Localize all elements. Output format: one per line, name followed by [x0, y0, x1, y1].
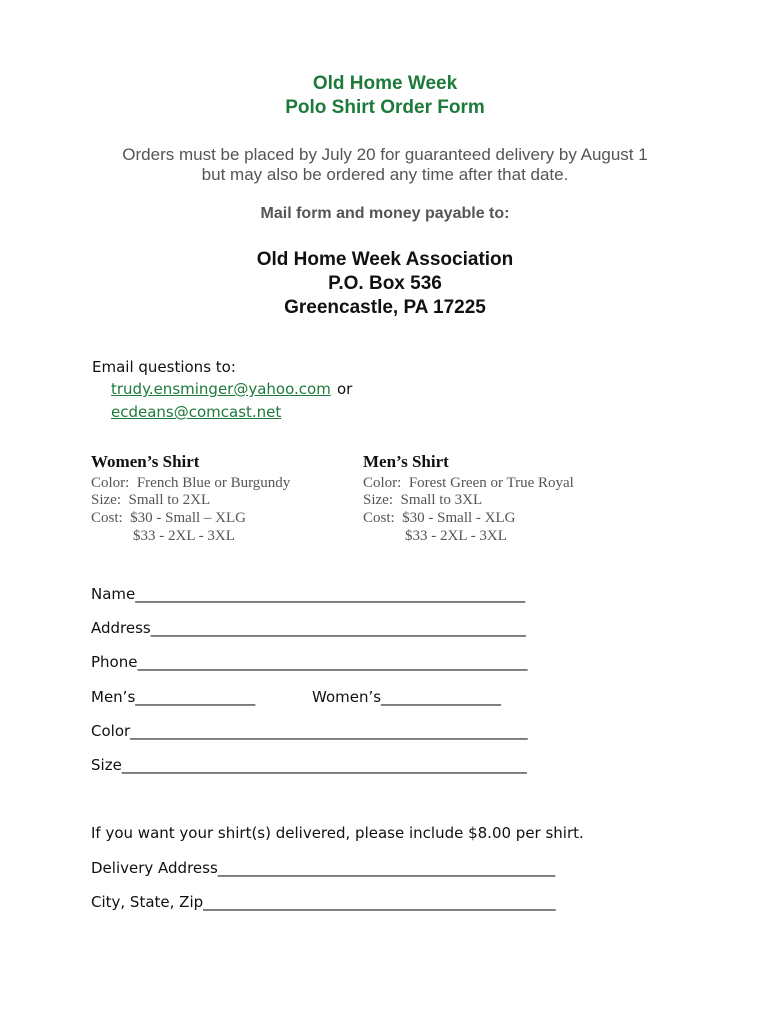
- size-field[interactable]: Size______________________________________________________: [91, 756, 527, 774]
- womens-color: Color: French Blue or Burgundy: [91, 475, 291, 491]
- womens-size: Size: Small to 2XL: [91, 492, 211, 508]
- delivery-address-field[interactable]: Delivery Address_____________________________________________: [91, 859, 556, 877]
- mens-color: Color: Forest Green or True Royal: [363, 475, 574, 491]
- womens-cost-1: Cost: $30 - Small – XLG: [91, 510, 247, 526]
- address-field[interactable]: Address__________________________________________________: [91, 619, 526, 637]
- mens-heading: Men’s Shirt: [363, 452, 449, 471]
- mens-quantity-field[interactable]: Men’s________________: [91, 688, 256, 706]
- phone-field[interactable]: Phone____________________________________________________: [91, 653, 528, 671]
- mens-cost-1: Cost: $30 - Small - XLG: [363, 510, 516, 526]
- title-line-2: Polo Shirt Order Form: [285, 97, 485, 118]
- mens-cost-2: $33 - 2XL - 3XL: [405, 528, 507, 544]
- title-line-1: Old Home Week: [312, 73, 458, 94]
- color-field[interactable]: Color_____________________________________________________: [91, 722, 528, 740]
- name-field[interactable]: Name____________________________________________________: [91, 585, 526, 603]
- address-line-3: Greencastle, PA 17225: [284, 297, 486, 318]
- womens-heading: Women’s Shirt: [91, 452, 200, 471]
- mail-label: Mail form and money payable to:: [260, 205, 510, 222]
- city-state-zip-field[interactable]: City, State, Zip_______________________________________________: [91, 893, 556, 911]
- address-line-1: Old Home Week Association: [256, 249, 514, 270]
- email-label: Email questions to:: [92, 358, 236, 376]
- intro-line-2: but may also be ordered any time after that date.: [201, 165, 569, 184]
- address-line-2: P.O. Box 536: [328, 273, 442, 294]
- intro-line-1: Orders must be placed by July 20 for guaranteed delivery by August 1: [122, 145, 648, 164]
- delivery-note: If you want your shirt(s) delivered, please include $8.00 per shirt.: [91, 824, 584, 842]
- email-or: or: [337, 380, 353, 398]
- email-link-2[interactable]: ecdeans@comcast.net: [111, 403, 282, 421]
- email-link-1[interactable]: trudy.ensminger@yahoo.com: [111, 380, 331, 398]
- mens-size: Size: Small to 3XL: [363, 492, 483, 508]
- womens-cost-2: $33 - 2XL - 3XL: [133, 528, 235, 544]
- womens-quantity-field[interactable]: Women’s________________: [312, 688, 502, 706]
